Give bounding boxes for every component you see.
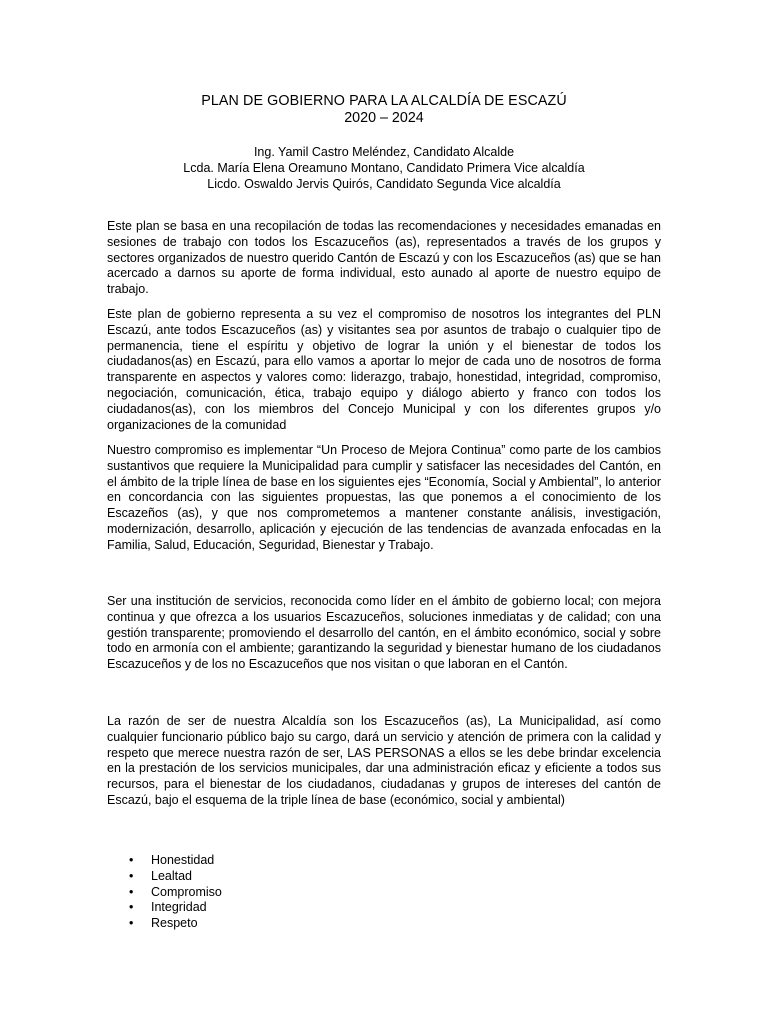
candidate-first-vice: Lcda. María Elena Oreamuno Montano, Candidato Primera Vice alcaldía	[183, 160, 585, 175]
paragraph-continuous-improvement: Nuestro compromiso es implementar “Un Proceso de Mejora Continua” como parte de los cambios sustantivos que requiere la Municipalidad para cumplir y satisfacer las necesidades del Cantón, en el ámbito de la triple línea de base en los siguientes ejes “Economía, Social y Ambiental”, lo anterior en concordancia con las siguientes propuestas, las que ponemos a el conocimiento de los Escazeños (as), y que nos comprometemos a mantener constante análisis, investigación, modernización, desarrollo, aplicación y ejecución de las tendencias de avanzada enfocadas en la Familia, Salud, Educación, Seguridad, Bienestar y Trabajo.	[107, 443, 661, 552]
bullet-icon: •	[129, 884, 134, 899]
bullet-icon: •	[129, 868, 134, 883]
paragraph-intro: Este plan se basa en una recopilación de todas las recomendaciones y necesidades emanadas en sesiones de trabajo con todos los Escazuceños (as), representados a través de los grupos y sectores organizados de nuestro querido Cantón de Escazú y con los Escazuceños (as) que se han acercado a darnos su aporte de forma individual, esto aunado al aporte de nuestro equipo de trabajo.	[107, 219, 661, 297]
candidates-block	[0, 145, 768, 192]
list-item	[127, 869, 222, 885]
candidate-second-vice: Licdo. Oswaldo Jervis Quirós, Candidato Segunda Vice alcaldía	[207, 176, 561, 191]
value-label: Honestidad	[151, 853, 215, 867]
list-item	[127, 853, 222, 869]
paragraph-commitment: Este plan de gobierno representa a su vez el compromiso de nosotros los integrantes del PLN Escazú, ante todos Escazuceños (as) y visitantes sea por asuntos de trabajo o cualquier tipo de permanencia, tiene el espíritu y objetivo de lograr la unión y el bienestar de todos los ciudadanos(as) en Escazú, para ello vamos a aportar lo mejor de cada uno de nosotros de forma transparente en aspectos y valores como: liderazgo, trabajo, honestidad, integridad, compromiso, negociación, comunicación, ética, trabajo equipo y diálogo abierto y franco con todos los ciudadanos(as), con los miembros del Concejo Municipal y con los diferentes grupos y/o organizaciones de la comunidad	[107, 307, 661, 432]
list-item	[127, 885, 222, 901]
values-list	[127, 853, 222, 932]
paragraph-vision: Ser una institución de servicios, reconocida como líder en el ámbito de gobierno local; con mejora continua y que ofrezca a los usuarios Escazuceños, soluciones inmediatas y de calidad; con una gestión transparente; promoviendo el desarrollo del cantón, en el ámbito económico, social y sobre todo en armonía con el ambiente; garantizando la seguridad y bienestar humano de los ciudadanos Escazuceños y de los no Escazuceños que nos visitan o que laboran en el Cantón.	[107, 594, 661, 672]
paragraph-mission: La razón de ser de nuestra Alcaldía son los Escazuceños (as), La Municipalidad, así como cualquier funcionario público bajo su cargo, dará un servicio y atención de primera con la calidad y respeto que merece nuestra razón de ser, LAS PERSONAS a ellos se les debe brindar excelencia en la prestación de los servicios municipales, dar una administración eficaz y eficiente a todos sus recursos, para el bienestar de los ciudadanos, ciudadanas y grupos de intereses del cantón de Escazú, bajo el esquema de la triple línea de base (económico, social y ambiental)	[107, 714, 661, 807]
candidate-mayor: Ing. Yamil Castro Meléndez, Candidato Alcalde	[253, 145, 515, 159]
bullet-icon: •	[129, 853, 134, 867]
bullet-icon: •	[129, 900, 134, 915]
list-item	[127, 900, 222, 916]
value-label: Respeto	[151, 916, 198, 931]
document-period: 2020 – 2024	[344, 110, 424, 126]
value-label: Lealtad	[151, 868, 193, 883]
value-label: Integridad	[151, 900, 207, 915]
value-label: Compromiso	[151, 884, 222, 899]
bullet-icon: •	[129, 916, 134, 931]
list-item	[127, 916, 222, 932]
document-title: PLAN DE GOBIERNO PARA LA ALCALDÍA DE ESCAZÚ	[201, 93, 567, 109]
